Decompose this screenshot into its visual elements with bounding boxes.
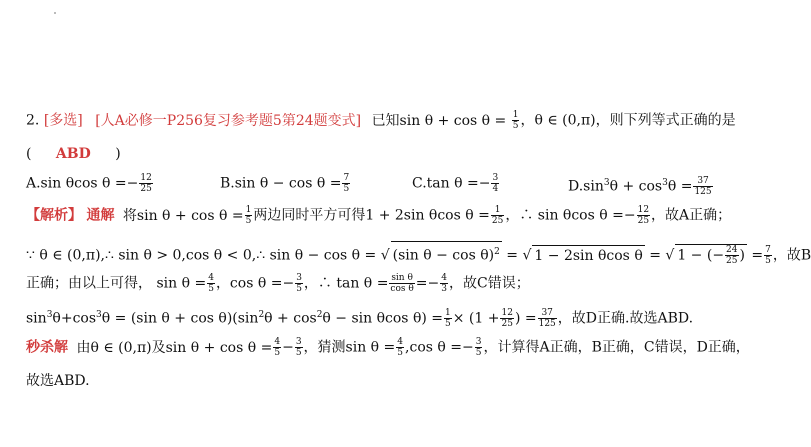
stem-text-a: 已知sin θ + cos θ = [371, 112, 511, 129]
solution-line-5: 秒杀解 由θ ∈ (0,π)及sin θ + cos θ = $\frac{4}{5}$ − $\frac{3}{5}$ ，猜测sin θ = $\frac{4}{5}$ ,cos θ =− $\frac{3}{5}$ ，计算得A正确，B正确，C错误，D正确， [26, 337, 750, 358]
answer-line [26, 144, 121, 164]
question-tag: [多选] [43, 112, 83, 129]
option-a: A.sin θcos θ =− $\frac{12}{25}$ [26, 173, 152, 194]
option-c: C.tan θ =− $\frac{3}{4}$ [412, 173, 499, 194]
question-stem [26, 110, 736, 131]
solution-line-6: 故选ABD. [26, 373, 90, 389]
solution-label: 【解析】 [26, 207, 82, 224]
quick-solution-label: 秒杀解 [26, 339, 68, 356]
stem-text-b: ，θ ∈ (0,π)，则下列等式正确的是 [520, 112, 736, 129]
solution-line-2: ∵ θ ∈ (0,π),∴ sin θ > 0,cos θ < 0,∴ sin θ − cos θ = √ (sin θ − cos θ)$^2$ = √ 1 − 2sin θcos θ = √ 1 − (− $\frac{24}{25}$ ) = $\frac{7}{5}$ ，故B [26, 241, 811, 266]
question-source: [人A必修一P256复习参考题5第24题变式] [95, 112, 362, 129]
option-d: $D.\sin^3\theta + \cos^3\theta$ = $\frac{37}{125}$ [568, 176, 712, 198]
solution-line-4: $\sin^3\theta+\cos^3\theta = (\sin$ $\theta + \cos \theta)(\sin^2\theta + \cos^2\theta - \sin \theta\cos$ θ) = $\frac{1}{5}$ × (1 + $\frac{12}{25}$ ) = $\frac{37}{125}$ ，故D正确.故选ABD. [26, 308, 694, 330]
answer-close: ) [115, 146, 121, 162]
solution-line-1: 【解析】 通解 将sin θ + cos θ = $\frac{1}{5}$ 两边同时平方可得1 + 2sin θcos θ = $\frac{1}{25}$ ，∴ sin θcos θ =− $\frac{12}{25}$ ，故A正确； [26, 205, 732, 226]
decor-dot [54, 12, 56, 14]
solution-line-3: 正确；由以上可得， sin θ = $\frac{4}{5}$ ，cos θ =− $\frac{3}{5}$ ，∴ tan θ = $\frac{\text{sin θ}}{\text{cos θ}}$ =− $\frac{4}{3}$ ，故C错误； [26, 273, 530, 294]
question-number: 2. [26, 112, 40, 129]
fraction-1-5: $\frac{1}{5}$ [512, 110, 519, 131]
solution-method: 通解 [86, 207, 115, 224]
option-b: B.sin θ − cos θ = $\frac{7}{5}$ [220, 173, 350, 194]
answer-text: ABD [55, 146, 91, 162]
answer-open: ( [26, 146, 32, 162]
